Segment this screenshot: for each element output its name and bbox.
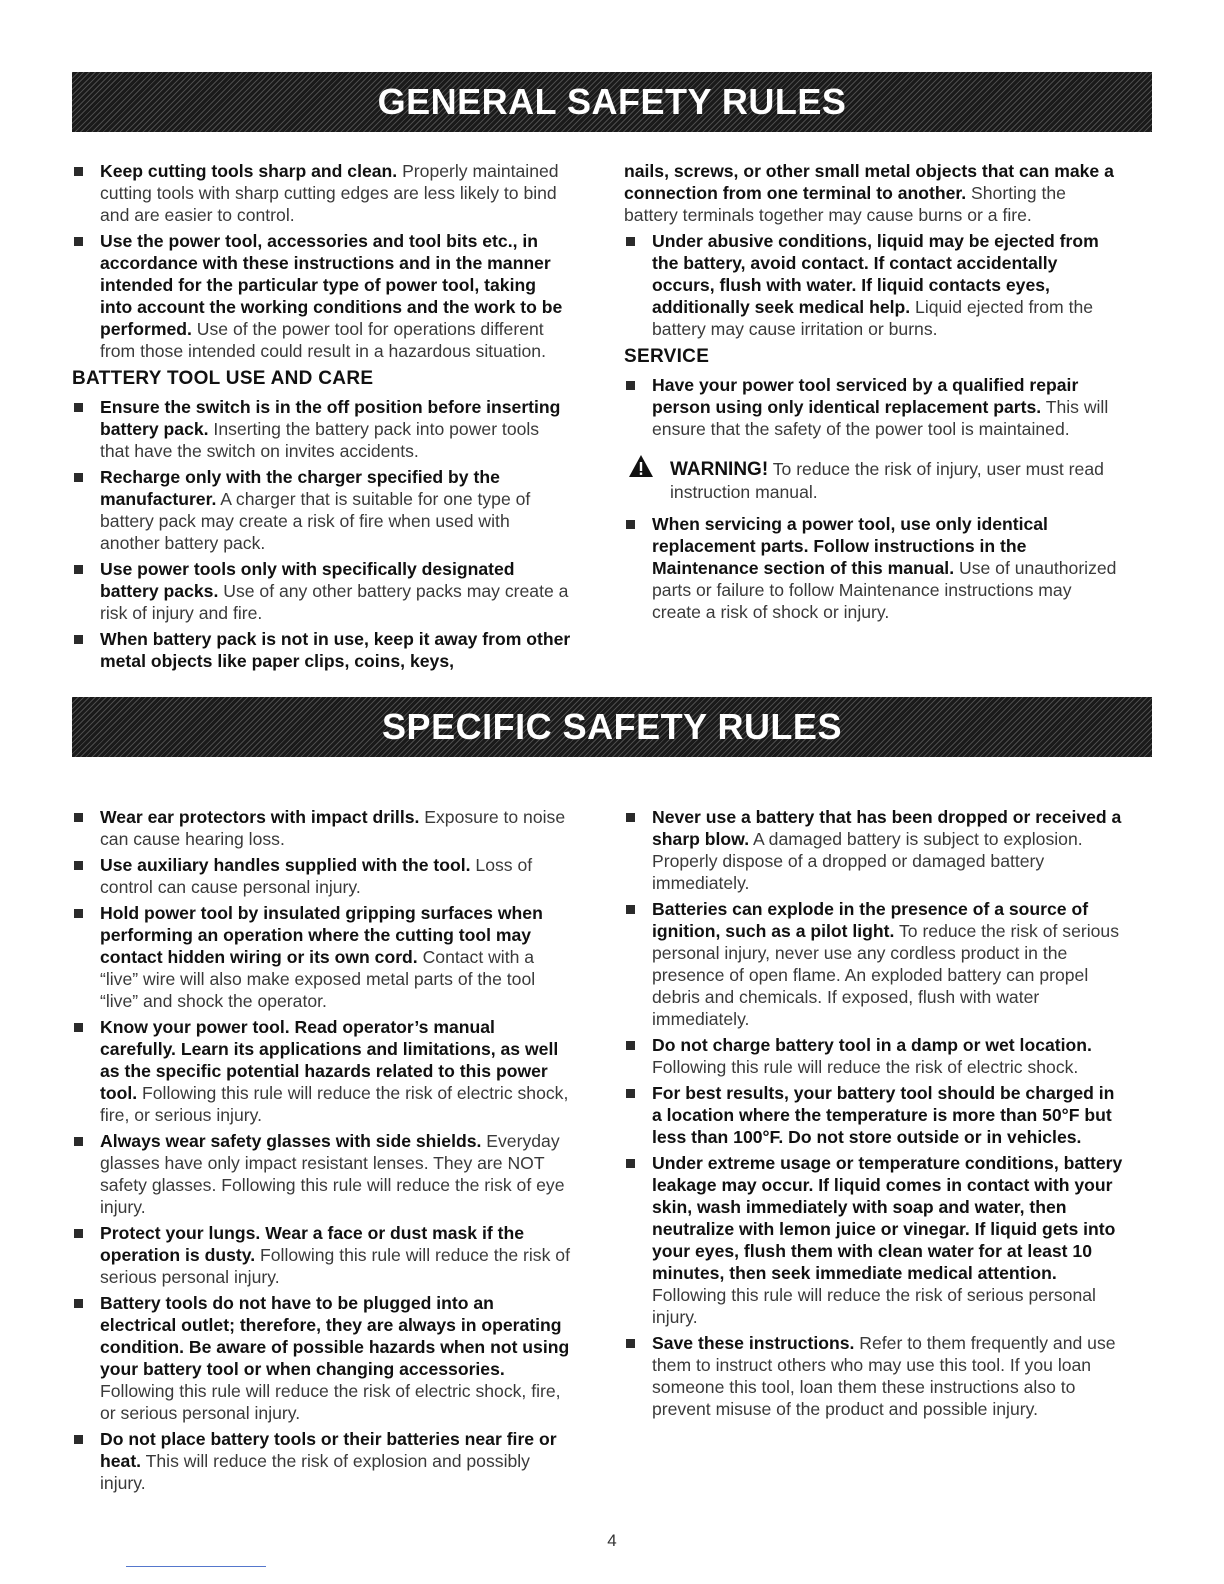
warning-label: WARNING! — [670, 459, 769, 480]
rule-body: Following this rule will reduce the risk of serious personal injury. — [100, 1245, 570, 1287]
rule-body: Use of any other battery packs may create a risk of injury and fire. — [100, 581, 569, 623]
service-heading: SERVICE — [624, 346, 710, 367]
safety-rule-item — [624, 1332, 1124, 1420]
square-bullet-icon — [74, 237, 83, 246]
banner-title: SPECIFIC SAFETY RULES — [382, 706, 842, 747]
battery-tool-heading: BATTERY TOOL USE AND CARE — [72, 368, 374, 389]
safety-rule-item — [624, 806, 1124, 894]
safety-rule-item — [72, 466, 572, 554]
rule-body: Everyday glasses have only impact resistant lenses. They are NOT safety glasses. Following this rule will reduce the risk of eye injury. — [100, 1131, 565, 1217]
rule-lead: Have your power tool serviced by a qualified repair person using only identical replacement parts. — [652, 375, 1079, 417]
safety-rule-item — [72, 1130, 572, 1218]
safety-rule-item — [72, 1428, 572, 1494]
square-bullet-icon — [626, 1339, 635, 1348]
square-bullet-icon — [74, 861, 83, 870]
square-bullet-icon — [74, 565, 83, 574]
rule-list — [624, 230, 1124, 340]
rule-lead: Save these instructions. — [652, 1333, 855, 1353]
square-bullet-icon — [74, 403, 83, 412]
rule-lead: Do not place battery tools or their batteries near fire or heat. — [100, 1429, 557, 1471]
general-left-column — [72, 160, 572, 676]
rule-lead: Recharge only with the charger specified by the manufacturer. — [100, 467, 500, 509]
safety-rule-item — [624, 898, 1124, 1030]
square-bullet-icon — [74, 1023, 83, 1032]
rule-list — [72, 160, 572, 362]
square-bullet-icon — [626, 381, 635, 390]
rule-body: Liquid ejected from the battery may cause irritation or burns. — [652, 297, 1094, 339]
safety-rule-item — [624, 374, 1124, 440]
square-bullet-icon — [626, 520, 635, 529]
rule-lead: Batteries can explode in the presence of a source of ignition, such as a pilot light. — [652, 899, 1089, 941]
page-number: 4 — [607, 1531, 617, 1550]
rule-lead: Never use a battery that has been dropped or received a sharp blow. — [652, 807, 1122, 849]
rule-lead: For best results, your battery tool should be charged in a location where the temperature is more than 50°F but less than 100°F. Do not store outside or in vehicles. — [652, 1083, 1115, 1147]
footer-divider — [126, 1566, 266, 1567]
square-bullet-icon — [74, 1435, 83, 1444]
square-bullet-icon — [74, 1229, 83, 1238]
square-bullet-icon — [626, 1159, 635, 1168]
square-bullet-icon — [74, 909, 83, 918]
square-bullet-icon — [74, 473, 83, 482]
rule-body: Contact with a “live” wire will also make exposed metal parts of the tool “live” and shock the operator. — [100, 947, 536, 1011]
safety-rule-item — [72, 1016, 572, 1126]
rule-list — [624, 513, 1124, 623]
safety-rule-item — [72, 160, 572, 226]
specific-left-column — [72, 806, 572, 1498]
rule-lead: When battery pack is not in use, keep it away from other metal objects like paper clips, coins, keys, — [100, 629, 571, 671]
rule-body: Following this rule will reduce the risk of electric shock, fire, or serious personal injury. — [100, 1381, 561, 1423]
square-bullet-icon — [626, 813, 635, 822]
safety-rule-item — [72, 396, 572, 462]
rule-list — [624, 806, 1124, 1420]
rule-body: Inserting the battery pack into power tools that have the switch on invites accidents. — [100, 419, 540, 461]
safety-rule-item — [624, 1152, 1124, 1328]
rule-lead: Use auxiliary handles supplied with the tool. — [100, 855, 471, 875]
rule-body: Shorting the battery terminals together may cause burns or a fire. — [624, 183, 1066, 225]
rule-lead: nails, screws, or other small metal objects that can make a connection from one terminal to another. — [624, 161, 1114, 203]
square-bullet-icon — [74, 1299, 83, 1308]
rule-list — [72, 396, 572, 672]
safety-rule-item — [624, 513, 1124, 623]
rule-list — [72, 806, 572, 1494]
rule-body: Following this rule will reduce the risk of serious personal injury. — [652, 1285, 1096, 1327]
rule-body: This will ensure that the safety of the power tool is maintained. — [652, 397, 1109, 439]
safety-rule-item — [72, 1222, 572, 1288]
rule-lead: Always wear safety glasses with side shields. — [100, 1131, 482, 1151]
warning-notice — [624, 458, 1124, 503]
specific-right-column — [624, 806, 1124, 1424]
rule-body: To reduce the risk of serious personal injury, never use any cordless product in the presence of open flame. An exploded battery can propel debris and chemicals. If exposed, flush with water immediately. — [652, 921, 1120, 1029]
safety-rule-item — [72, 628, 572, 672]
warning-text: To reduce the risk of injury, user must read instruction manual. — [670, 459, 1104, 502]
square-bullet-icon — [626, 1041, 635, 1050]
rule-body: This will reduce the risk of explosion and possibly injury. — [100, 1451, 530, 1493]
specific-safety-rules-banner — [72, 697, 1152, 757]
rule-body: Following this rule will reduce the risk of electric shock. — [652, 1057, 1079, 1077]
rule-lead: When servicing a power tool, use only identical replacement parts. Follow instructions in the Maintenance section of this manual. — [652, 514, 1048, 578]
safety-rule-item — [72, 902, 572, 1012]
square-bullet-icon — [626, 1089, 635, 1098]
rule-lead: Protect your lungs. Wear a face or dust mask if the operation is dusty. — [100, 1223, 524, 1265]
general-right-column — [624, 160, 1124, 627]
square-bullet-icon — [74, 635, 83, 644]
safety-rule-item — [72, 854, 572, 898]
safety-rule-item — [72, 558, 572, 624]
rule-body: A charger that is suitable for one type of battery pack may create a risk of fire when used with another battery pack. — [100, 489, 531, 553]
square-bullet-icon — [74, 813, 83, 822]
safety-rule-item — [624, 1082, 1124, 1148]
square-bullet-icon — [626, 237, 635, 246]
rule-body: A damaged battery is subject to explosion. Properly dispose of a dropped or damaged battery immediately. — [652, 829, 1083, 893]
rule-lead: Under extreme usage or temperature conditions, battery leakage may occur. If liquid comes in contact with your skin, wash immediately with soap and water, then neutralize with lemon juice or vinegar. If liquid gets into your eyes, flush them with clean water for at least 10 minutes, then seek immediate medical attention. — [652, 1153, 1123, 1283]
rule-lead: Use power tools only with specifically designated battery packs. — [100, 559, 515, 601]
rule-lead: Do not charge battery tool in a damp or wet location. — [652, 1035, 1092, 1055]
warning-triangle-icon — [628, 454, 654, 478]
safety-rule-item — [72, 230, 572, 362]
rule-list — [624, 374, 1124, 440]
safety-rule-item — [72, 1292, 572, 1424]
square-bullet-icon — [626, 905, 635, 914]
rule-body: Use of the power tool for operations different from those intended could result in a hazardous situation. — [100, 319, 546, 361]
square-bullet-icon — [74, 167, 83, 176]
continued-rule — [624, 160, 1124, 226]
rule-lead: Keep cutting tools sharp and clean. — [100, 161, 398, 181]
rule-body: Loss of control can cause personal injury. — [100, 855, 533, 897]
rule-body: Refer to them frequently and use them to instruct others who may use this tool. If you loan someone this tool, loan them these instructions also to prevent misuse of the product and possible injury. — [652, 1333, 1116, 1419]
rule-body: Exposure to noise can cause hearing loss. — [100, 807, 566, 849]
rule-lead: Ensure the switch is in the off position before inserting battery pack. — [100, 397, 561, 439]
square-bullet-icon — [74, 1137, 83, 1146]
rule-lead: Battery tools do not have to be plugged into an electrical outlet; therefore, they are always in operating condition. Be aware of possible hazards when not using your battery tool or when changing accessories. — [100, 1293, 570, 1379]
rule-lead: Hold power tool by insulated gripping surfaces when performing an operation where the cutting tool may contact hidden wiring or its own cord. — [100, 903, 543, 967]
rule-body: Use of unauthorized parts or failure to follow Maintenance instructions may create a risk of shock or injury. — [652, 558, 1117, 622]
rule-body: Following this rule will reduce the risk of electric shock, fire, or serious injury. — [100, 1083, 569, 1125]
rule-lead: Use the power tool, accessories and tool bits etc., in accordance with these instructions and in the manner intended for the particular type of power tool, taking into account the working conditions and the work to be performed. — [100, 231, 563, 339]
general-safety-rules-banner — [72, 72, 1152, 132]
rule-body: Properly maintained cutting tools with sharp cutting edges are less likely to bind and are easier to control. — [100, 161, 559, 225]
rule-lead: Under abusive conditions, liquid may be ejected from the battery, avoid contact. If contact accidentally occurs, flush with water. If liquid contacts eyes, additionally seek medical help. — [652, 231, 1099, 317]
rule-lead: Wear ear protectors with impact drills. — [100, 807, 420, 827]
safety-rule-item — [624, 230, 1124, 340]
banner-title: GENERAL SAFETY RULES — [377, 81, 847, 122]
safety-rule-item — [624, 1034, 1124, 1078]
rule-lead: Know your power tool. Read operator’s manual carefully. Learn its applications and limitations, as well as the specific potential hazards related to this power tool. — [100, 1017, 559, 1103]
safety-rule-item — [72, 806, 572, 850]
